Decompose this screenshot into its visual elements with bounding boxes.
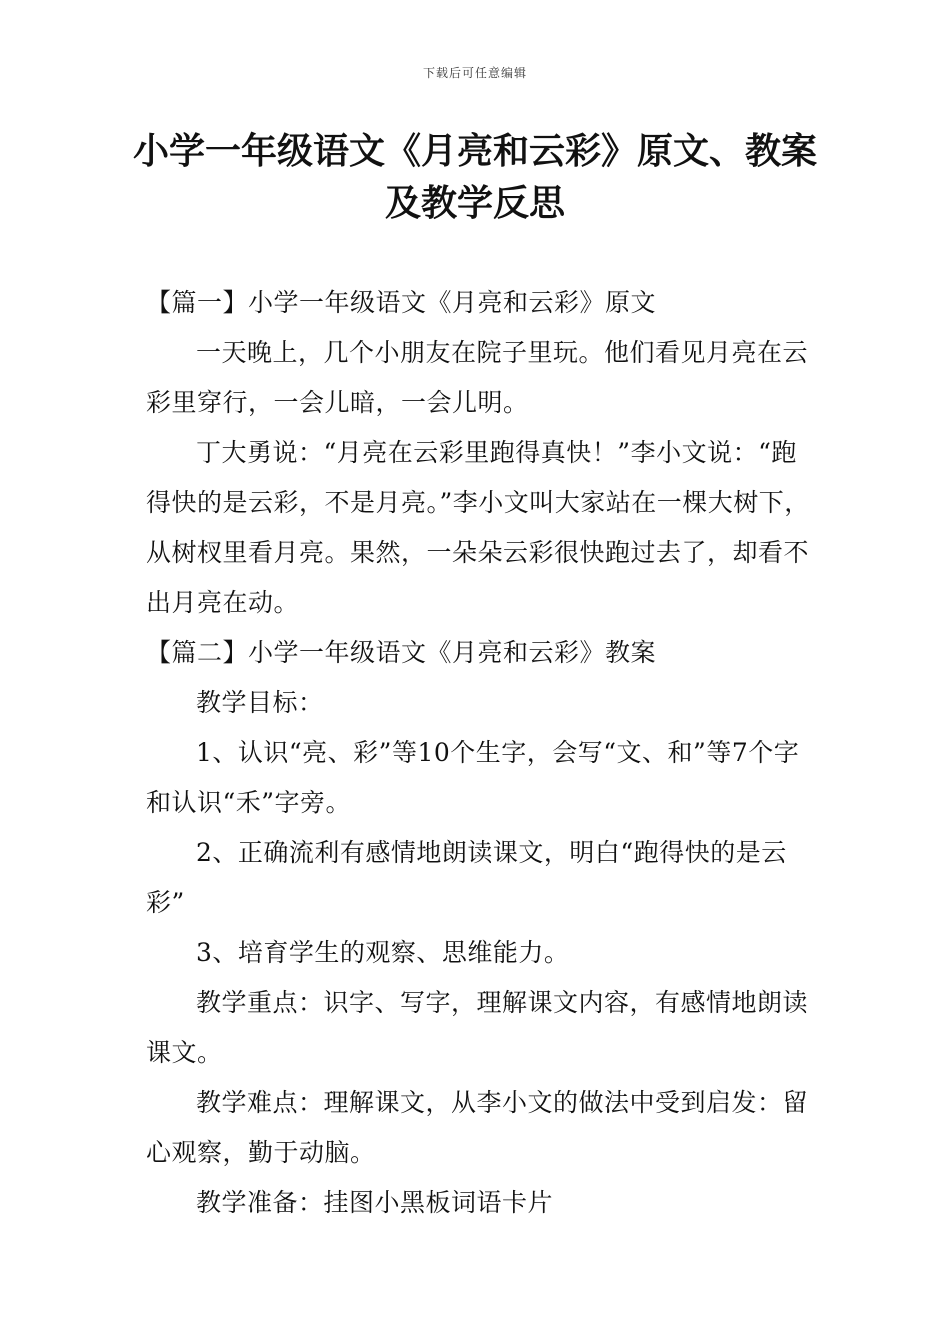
paragraph: 2、正确流利有感情地朗读课文，明白“跑得快的是云彩” [146,838,787,917]
page-header-note: 下载后可任意编辑 [422,66,527,80]
paragraph: 教学重点：识字、写字，理解课文内容，有感情地朗读课文。 [146,988,809,1067]
paragraph: 一天晚上，几个小朋友在院子里玩。他们看见月亮在云彩里穿行，一会儿暗，一会儿明。 [146,338,809,417]
document-body [146,278,810,1228]
document-title: 小学一年级语文《月亮和云彩》原文、教案及教学反思 [132,131,817,224]
paragraph: 教学目标： [196,688,324,717]
section-heading-1: 【篇一】小学一年级语文《月亮和云彩》原文 [146,288,657,317]
paragraph: 3、培育学生的观察、思维能力。 [196,938,570,967]
section-heading-2: 【篇二】小学一年级语文《月亮和云彩》教案 [146,638,657,667]
paragraph: 1、认识“亮、彩”等10个生字，会写“文、和”等7个字和认识“禾”字旁。 [146,738,800,817]
paragraph: 丁大勇说：“月亮在云彩里跑得真快！”李小文说：“跑得快的是云彩，不是月亮。”李小文叫大家站在一棵大树下，从树杈里看月亮。果然，一朵朵云彩很快跑过去了，却看不出月亮在动。 [146,438,810,617]
paragraph: 教学难点：理解课文，从李小文的做法中受到启发：留心观察，勤于动脑。 [146,1088,809,1167]
paragraph: 教学准备：挂图小黑板词语卡片 [196,1188,554,1217]
